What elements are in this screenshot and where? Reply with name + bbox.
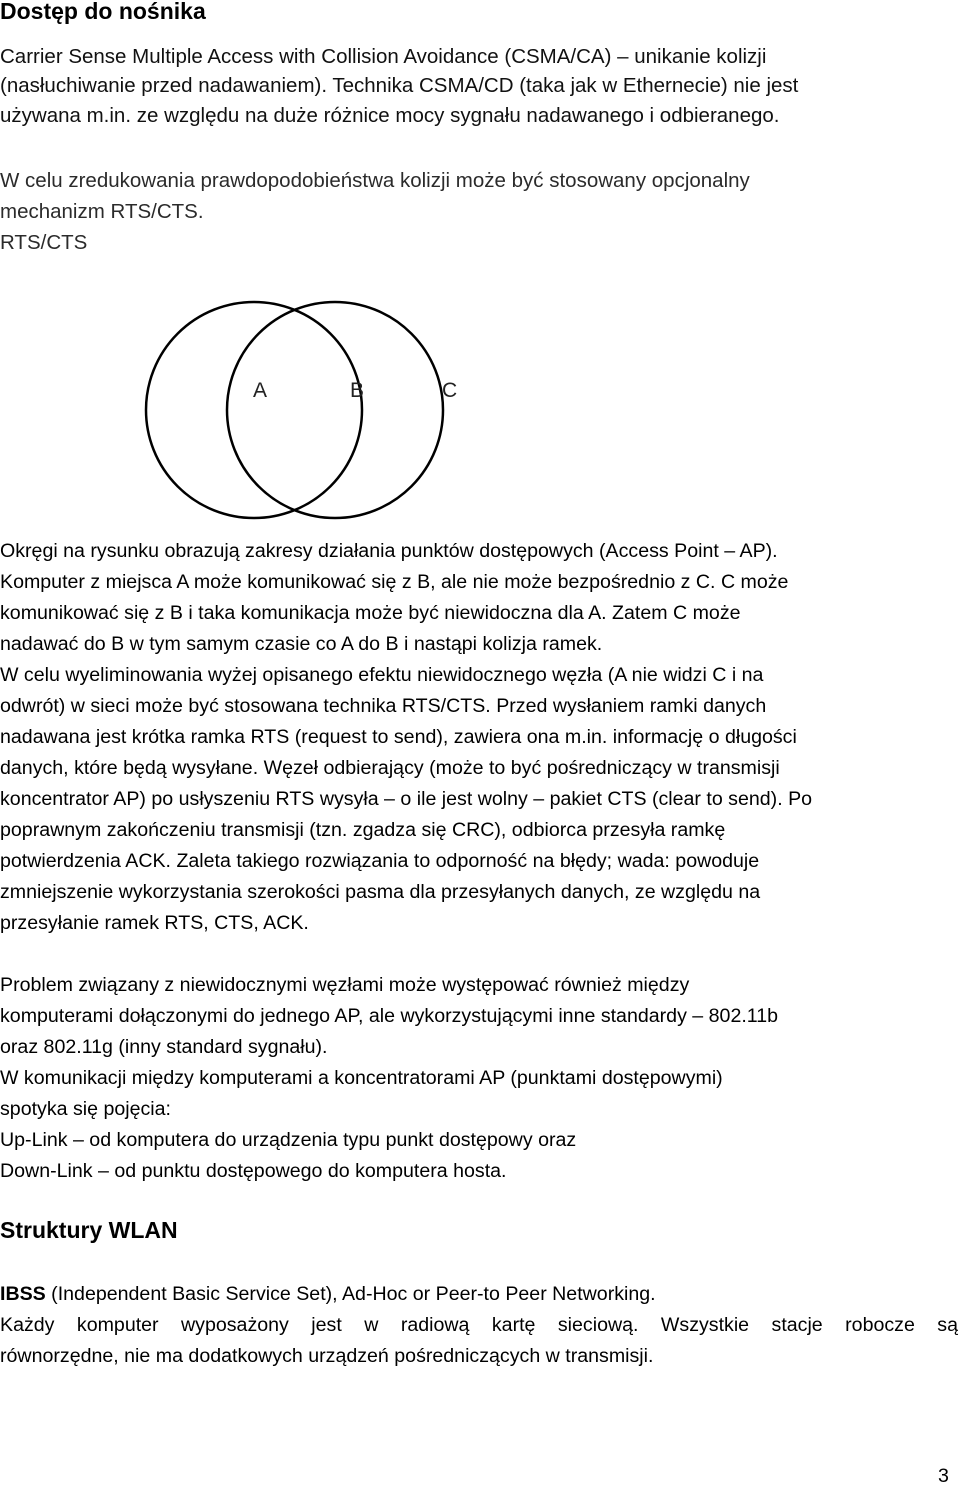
coverage-circles-diagram bbox=[140, 295, 480, 525]
text-line: Down-Link – od punktu dostępowego do komputera hosta. bbox=[0, 1160, 507, 1182]
ibss-term: IBSS bbox=[0, 1283, 46, 1305]
diagram-label-c: C bbox=[442, 379, 458, 402]
section-heading-wlan: Struktury WLAN bbox=[0, 1217, 178, 1243]
text-line: Każdy komputer wyposażony jest w radiową kartę sieciową. Wszystkie stacje robocze są bbox=[0, 1314, 958, 1336]
text-line: używana m.in. ze względu na duże różnice mocy sygnału nadawanego i odbieranego. bbox=[0, 104, 780, 127]
text-line bbox=[0, 1279, 656, 1310]
text-line: W celu zredukowania prawdopodobieństwa kolizji może być stosowany opcjonalny bbox=[0, 169, 750, 192]
text-line: równorzędne, nie ma dodatkowych urządzeń pośredniczących w transmisji. bbox=[0, 1345, 654, 1367]
text-line: W komunikacji między komputerami a koncentratorami AP (punktami dostępowymi) bbox=[0, 1067, 723, 1089]
ibss-description: (Independent Basic Service Set), Ad-Hoc or Peer-to Peer Networking. bbox=[45, 1283, 656, 1305]
text-line: RTS/CTS bbox=[0, 231, 88, 254]
text-line: koncentrator AP) po usłyszeniu RTS wysyła – o ile jest wolny – pakiet CTS (clear to send). Po bbox=[0, 788, 813, 810]
text-line: odwrót) w sieci może być stosowana technika RTS/CTS. Przed wysłaniem ramki danych bbox=[0, 695, 767, 717]
text-line: Komputer z miejsca A może komunikować się z B, ale nie może bezpośrednio z C. C może bbox=[0, 571, 789, 593]
text-line: W celu wyeliminowania wyżej opisanego efektu niewidocznego węzła (A nie widzi C i na bbox=[0, 664, 764, 686]
page-number: 3 bbox=[938, 1465, 949, 1487]
text-line: oraz 802.11g (inny standard sygnału). bbox=[0, 1036, 328, 1058]
text-line: Okręgi na rysunku obrazują zakresy działania punktów dostępowych (Access Point – AP). bbox=[0, 540, 778, 562]
text-line: nadawana jest krótka ramka RTS (request to send), zawiera ona m.in. informację o długości bbox=[0, 726, 797, 748]
text-line: przesyłanie ramek RTS, CTS, ACK. bbox=[0, 912, 309, 934]
range-circle-c bbox=[227, 302, 443, 518]
text-line: potwierdzenia ACK. Zaleta takiego rozwiązania to odporność na błędy; wada: powoduje bbox=[0, 850, 760, 872]
text-line: Up-Link – od komputera do urządzenia typu punkt dostępowy oraz bbox=[0, 1129, 577, 1151]
text-line: poprawnym zakończeniu transmisji (tzn. zgadza się CRC), odbiorca przesyła ramkę bbox=[0, 819, 726, 841]
text-line: (nasłuchiwanie przed nadawaniem). Technika CSMA/CD (taka jak w Ethernecie) nie jest bbox=[0, 74, 799, 97]
text-line: Problem związany z niewidocznymi węzłami może występować również między bbox=[0, 974, 690, 996]
range-circle-a bbox=[146, 302, 365, 518]
section-heading: Dostęp do nośnika bbox=[0, 0, 206, 24]
text-line: danych, które będą wysyłane. Węzeł odbierający (może to być pośredniczący w transmisji bbox=[0, 757, 780, 779]
text-line: komunikować się z B i taka komunikacja może być niewidoczna dla A. Zatem C może bbox=[0, 602, 741, 624]
text-line: zmniejszenie wykorzystania szerokości pasma dla przesyłanych danych, ze względu na bbox=[0, 881, 761, 903]
text-line: Carrier Sense Multiple Access with Collision Avoidance (CSMA/CA) – unikanie kolizji bbox=[0, 45, 767, 68]
text-line: spotyka się pojęcia: bbox=[0, 1098, 171, 1120]
text-line: mechanizm RTS/CTS. bbox=[0, 200, 204, 223]
text-line: nadawać do B w tym samym czasie co A do B i nastąpi kolizja ramek. bbox=[0, 633, 603, 655]
diagram-label-a: A bbox=[253, 379, 268, 402]
text-line: komputerami dołączonymi do jednego AP, ale wykorzystującymi inne standardy – 802.11b bbox=[0, 1005, 779, 1027]
diagram-label-b: B bbox=[350, 379, 365, 402]
